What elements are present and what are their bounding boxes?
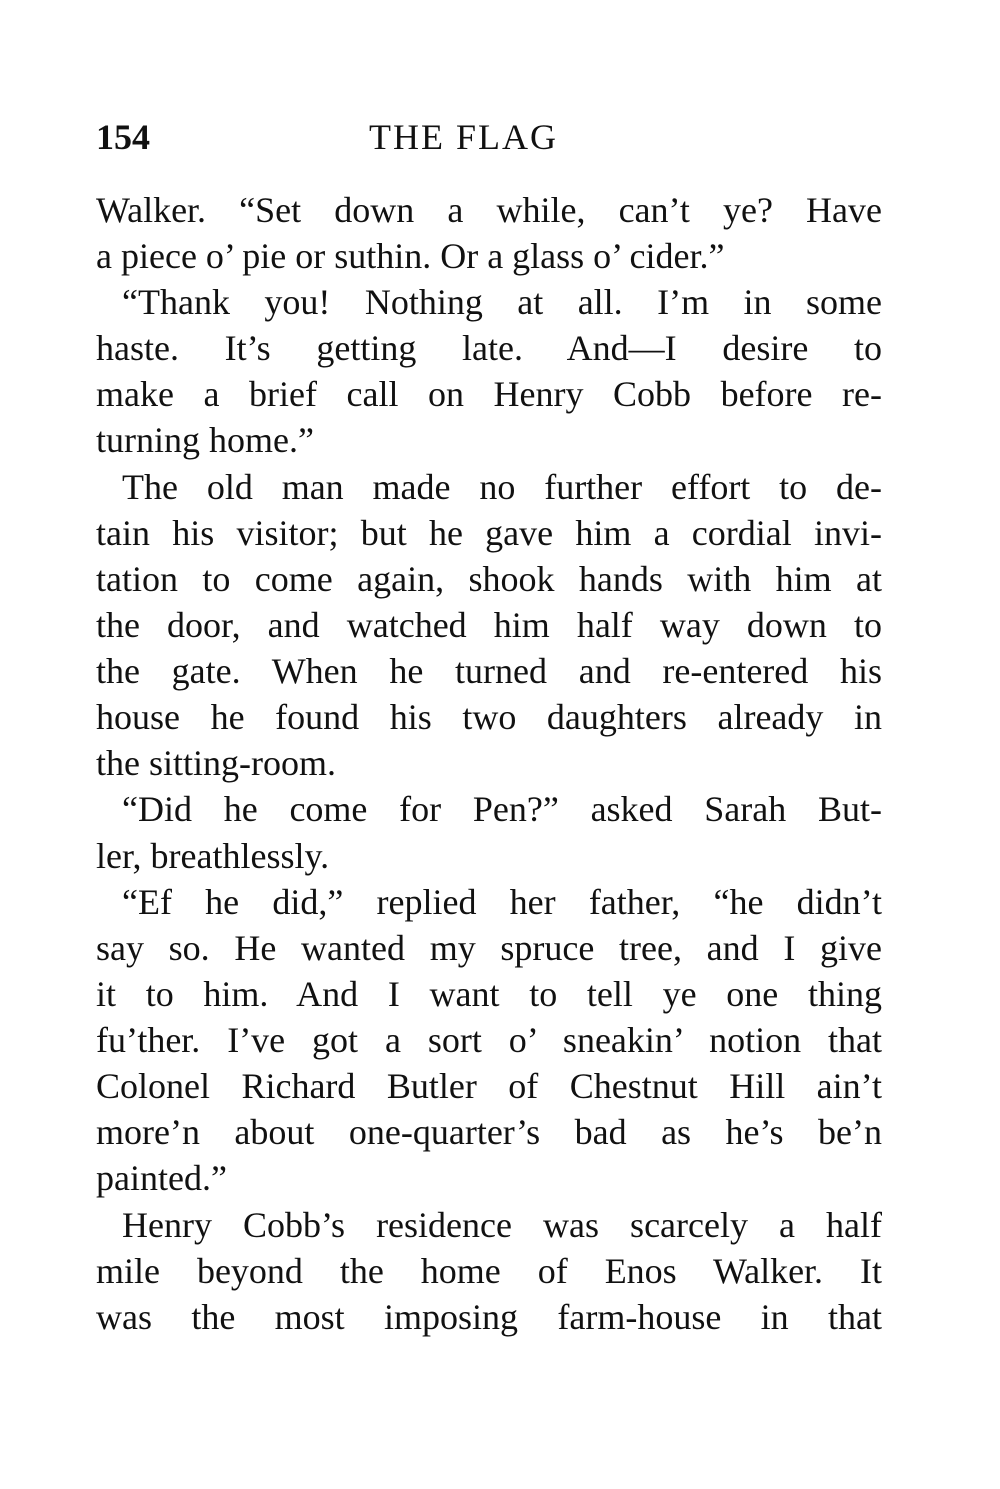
text-line: ler, breathlessly. [96,836,330,876]
text-line: “Thank you! Nothing at all. I’m in some [122,282,882,322]
text-line: make a brief call on Henry Cobb before re- [96,374,882,414]
text-line: fu’ther. I’ve got a sort o’ sneakin’ notion that [96,1020,882,1060]
text-line: a piece o’ pie or suthin. Or a glass o’ cider.” [96,236,725,276]
text-line: the sitting-room. [96,743,336,783]
text-line: say so. He wanted my spruce tree, and I give [96,928,882,968]
text-line: Henry Cobb’s residence was scarcely a half [122,1205,882,1245]
page-header [96,112,886,162]
running-head: THE FLAG [369,117,558,157]
text-line: it to him. And I want to tell ye one thing [96,974,882,1014]
text-line: more’n about one-quarter’s bad as he’s be’n [96,1112,882,1152]
text-line: mile beyond the home of Enos Walker. It [96,1251,882,1291]
text-line: “Ef he did,” replied her father, “he didn’t [122,882,882,922]
text-line: Walker. “Set down a while, can’t ye? Have [96,190,882,230]
text-line: Colonel Richard Butler of Chestnut Hill ain’t [96,1066,882,1106]
text-line: painted.” [96,1158,227,1198]
text-line: haste. It’s getting late. And—I desire to [96,328,882,368]
text-line: The old man made no further effort to de- [122,467,882,507]
text-line: tain his visitor; but he gave him a cordial invi- [96,513,882,553]
text-line: was the most imposing farm-house in that [96,1297,882,1337]
text-line: the door, and watched him half way down to [96,605,882,645]
page-number: 154 [96,117,150,157]
text-line: tation to come again, shook hands with him at [96,559,882,599]
text-line: “Did he come for Pen?” asked Sarah But- [122,789,882,829]
text-line: turning home.” [96,420,314,460]
text-line: the gate. When he turned and re-entered his [96,651,882,691]
text-line: house he found his two daughters already in [96,697,882,737]
